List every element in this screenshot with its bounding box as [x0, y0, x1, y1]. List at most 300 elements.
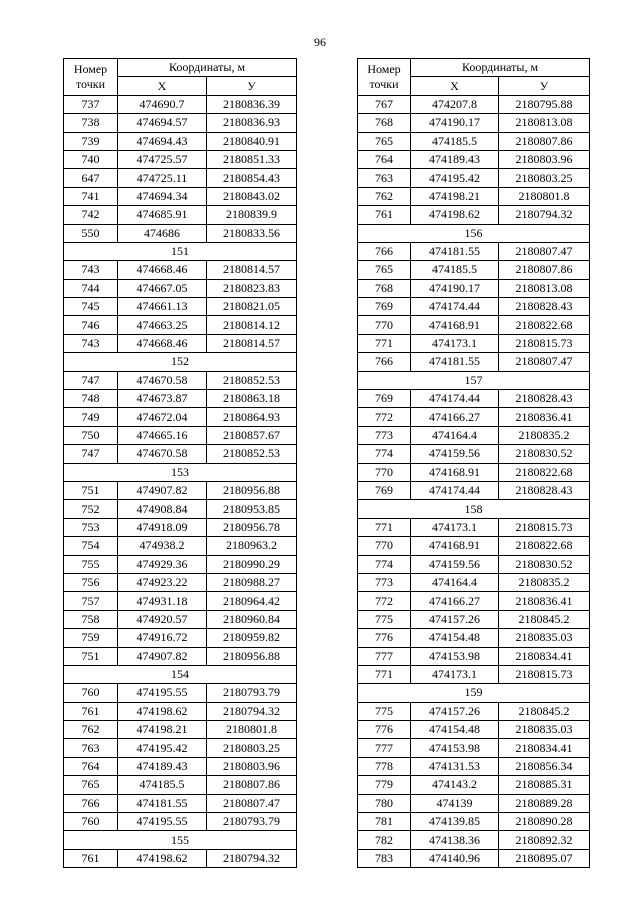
y-coordinate-cell: 2180953.85 [207, 500, 297, 518]
table-row [358, 206, 590, 224]
section-number: 151 [64, 242, 297, 260]
section-number: 159 [358, 684, 590, 702]
y-coordinate-cell: 2180833.56 [207, 224, 297, 242]
point-number-cell: 772 [358, 592, 411, 610]
y-coordinate-cell: 2180889.28 [499, 794, 590, 812]
table-row [64, 739, 297, 757]
x-coordinate-cell: 474185.5 [411, 261, 499, 279]
table-row [64, 114, 297, 132]
x-coordinate-cell: 474198.21 [118, 721, 207, 739]
point-number-cell: 763 [64, 739, 118, 757]
y-coordinate-cell: 2180895.07 [499, 849, 590, 867]
section-row [358, 500, 590, 518]
y-coordinate-cell: 2180807.86 [207, 776, 297, 794]
y-coordinate-cell: 2180836.41 [499, 592, 590, 610]
x-coordinate-cell: 474181.55 [118, 794, 207, 812]
table-row [358, 573, 590, 591]
table-row [358, 334, 590, 352]
table-row [358, 463, 590, 481]
x-coordinate-cell: 474920.57 [118, 610, 207, 628]
x-coordinate-cell: 474166.27 [411, 408, 499, 426]
point-number-cell: 775 [358, 702, 411, 720]
point-number-cell: 756 [64, 573, 118, 591]
y-coordinate-cell: 2180822.68 [499, 463, 590, 481]
y-coordinate-cell: 2180807.47 [499, 242, 590, 260]
table-row [358, 592, 590, 610]
y-coordinate-cell: 2180813.08 [499, 114, 590, 132]
point-number-cell: 758 [64, 610, 118, 628]
y-coordinate-cell: 2180835.2 [499, 426, 590, 444]
y-coordinate-cell: 2180845.2 [499, 702, 590, 720]
y-coordinate-cell: 2180835.2 [499, 573, 590, 591]
x-coordinate-cell: 474195.42 [411, 169, 499, 187]
y-coordinate-cell: 2180956.88 [207, 647, 297, 665]
y-coordinate-cell: 2180830.52 [499, 555, 590, 573]
point-number-cell: 773 [358, 573, 411, 591]
y-coordinate-cell: 2180834.41 [499, 739, 590, 757]
point-number-cell: 766 [358, 242, 411, 260]
table-row [64, 684, 297, 702]
table-row [358, 813, 590, 831]
y-coordinate-cell: 2180828.43 [499, 298, 590, 316]
table-row [358, 242, 590, 260]
y-coordinate-cell: 2180793.79 [207, 684, 297, 702]
table-row [358, 426, 590, 444]
table-row [64, 573, 297, 591]
table-row [358, 261, 590, 279]
y-coordinate-cell: 2180852.53 [207, 371, 297, 389]
x-coordinate-cell: 474663.25 [118, 316, 207, 334]
x-coordinate-cell: 474198.21 [411, 187, 499, 205]
table-row [64, 610, 297, 628]
x-coordinate-cell: 474668.46 [118, 334, 207, 352]
x-coordinate-cell: 474207.8 [411, 95, 499, 113]
table-row [358, 739, 590, 757]
table-row [358, 95, 590, 113]
point-number-cell: 759 [64, 629, 118, 647]
table-row [64, 132, 297, 150]
y-coordinate-cell: 2180830.52 [499, 445, 590, 463]
point-number-cell: 771 [358, 518, 411, 536]
y-coordinate-cell: 2180843.02 [207, 187, 297, 205]
x-coordinate-cell: 474157.26 [411, 702, 499, 720]
y-coordinate-cell: 2180963.2 [207, 537, 297, 555]
point-number-cell: 761 [358, 206, 411, 224]
y-coordinate-cell: 2180794.32 [207, 849, 297, 867]
coordinates-table-left [63, 58, 297, 868]
point-number-cell: 760 [64, 813, 118, 831]
table-row [358, 114, 590, 132]
point-number-cell: 743 [64, 334, 118, 352]
point-number-cell: 780 [358, 794, 411, 812]
x-coordinate-cell: 474670.58 [118, 445, 207, 463]
x-coordinate-cell: 474185.5 [118, 776, 207, 794]
x-coordinate-cell: 474665.16 [118, 426, 207, 444]
y-coordinate-cell: 2180814.57 [207, 334, 297, 352]
table-row [358, 279, 590, 297]
point-number-cell: 772 [358, 408, 411, 426]
x-coordinate-cell: 474164.4 [411, 426, 499, 444]
y-coordinate-cell: 2180815.73 [499, 665, 590, 683]
table-row [64, 169, 297, 187]
y-coordinate-cell: 2180840.91 [207, 132, 297, 150]
table-row [358, 518, 590, 536]
y-coordinate-cell: 2180801.8 [499, 187, 590, 205]
point-number-cell: 764 [358, 150, 411, 168]
x-coordinate-cell: 474190.17 [411, 114, 499, 132]
point-number-cell: 774 [358, 445, 411, 463]
point-number-cell: 781 [358, 813, 411, 831]
table-row [64, 298, 297, 316]
x-coordinate-cell: 474198.62 [118, 849, 207, 867]
y-coordinate-cell: 2180851.33 [207, 150, 297, 168]
table-row [64, 206, 297, 224]
x-coordinate-cell: 474153.98 [411, 739, 499, 757]
section-number: 153 [64, 463, 297, 481]
table-row [64, 592, 297, 610]
y-coordinate-cell: 2180959.82 [207, 629, 297, 647]
table-row [64, 776, 297, 794]
y-coordinate-cell: 2180822.68 [499, 316, 590, 334]
section-row [64, 665, 297, 683]
table-row [358, 757, 590, 775]
y-coordinate-cell: 2180852.53 [207, 445, 297, 463]
point-number-cell: 762 [358, 187, 411, 205]
point-number-cell: 770 [358, 537, 411, 555]
point-number-cell: 765 [64, 776, 118, 794]
x-coordinate-cell: 474668.46 [118, 261, 207, 279]
table-row [64, 426, 297, 444]
section-row [64, 463, 297, 481]
x-coordinate-cell: 474157.26 [411, 610, 499, 628]
point-number-cell: 782 [358, 831, 411, 849]
x-coordinate-cell: 474685.91 [118, 206, 207, 224]
point-number-cell: 747 [64, 371, 118, 389]
table-row [358, 647, 590, 665]
x-coordinate-cell: 474686 [118, 224, 207, 242]
point-number-cell: 771 [358, 665, 411, 683]
x-coordinate-cell: 474667.05 [118, 279, 207, 297]
y-coordinate-cell: 2180795.88 [499, 95, 590, 113]
coordinates-table-right [357, 58, 590, 868]
point-number-cell: 755 [64, 555, 118, 573]
y-coordinate-cell: 2180856.34 [499, 757, 590, 775]
table-row [358, 169, 590, 187]
point-number-cell: 751 [64, 647, 118, 665]
y-coordinate-cell: 2180807.86 [499, 132, 590, 150]
x-coordinate-cell: 474907.82 [118, 647, 207, 665]
y-coordinate-cell: 2180885.31 [499, 776, 590, 794]
point-number-cell: 753 [64, 518, 118, 536]
table-row [358, 445, 590, 463]
table-row [64, 500, 297, 518]
table-row [64, 537, 297, 555]
x-header: X [411, 77, 499, 95]
x-coordinate-cell: 474672.04 [118, 408, 207, 426]
table-row [64, 316, 297, 334]
y-header: У [207, 77, 297, 95]
point-label-line2: точки [75, 76, 106, 91]
x-coordinate-cell: 474168.91 [411, 463, 499, 481]
table-row [64, 187, 297, 205]
x-coordinate-cell: 474673.87 [118, 390, 207, 408]
page-number: 96 [314, 35, 326, 49]
y-coordinate-cell: 2180814.57 [207, 261, 297, 279]
x-coordinate-cell: 474694.34 [118, 187, 207, 205]
y-coordinate-cell: 2180828.43 [499, 390, 590, 408]
point-number-cell: 770 [358, 316, 411, 334]
table-row [358, 610, 590, 628]
y-coordinate-cell: 2180890.28 [499, 813, 590, 831]
y-coordinate-cell: 2180960.84 [207, 610, 297, 628]
x-coordinate-cell: 474931.18 [118, 592, 207, 610]
table-row [64, 390, 297, 408]
section-row [64, 353, 297, 371]
table-row [64, 481, 297, 499]
table-row [358, 721, 590, 739]
x-coordinate-cell: 474140.96 [411, 849, 499, 867]
x-coordinate-cell: 474168.91 [411, 537, 499, 555]
x-coordinate-cell: 474198.62 [118, 702, 207, 720]
table-row [64, 445, 297, 463]
x-coordinate-cell: 474174.44 [411, 390, 499, 408]
y-header: У [499, 77, 590, 95]
x-coordinate-cell: 474181.55 [411, 353, 499, 371]
section-row [358, 224, 590, 242]
x-coordinate-cell: 474139.85 [411, 813, 499, 831]
x-coordinate-cell: 474195.42 [118, 739, 207, 757]
x-coordinate-cell: 474670.58 [118, 371, 207, 389]
x-coordinate-cell: 474168.91 [411, 316, 499, 334]
section-row [358, 684, 590, 702]
x-coordinate-cell: 474154.48 [411, 629, 499, 647]
table-row [64, 261, 297, 279]
point-number-cell: 778 [358, 757, 411, 775]
x-coordinate-cell: 474725.57 [118, 150, 207, 168]
y-coordinate-cell: 2180803.25 [207, 739, 297, 757]
x-coordinate-cell: 474173.1 [411, 518, 499, 536]
x-coordinate-cell: 474159.56 [411, 445, 499, 463]
table-row [358, 481, 590, 499]
table-row [358, 298, 590, 316]
point-number-cell: 739 [64, 132, 118, 150]
table-row [358, 408, 590, 426]
x-coordinate-cell: 474923.22 [118, 573, 207, 591]
point-number-cell: 768 [358, 279, 411, 297]
table-row [64, 334, 297, 352]
y-coordinate-cell: 2180807.86 [499, 261, 590, 279]
table-row [358, 794, 590, 812]
point-number-cell: 777 [358, 647, 411, 665]
y-coordinate-cell: 2180956.78 [207, 518, 297, 536]
table-row [358, 150, 590, 168]
x-coordinate-cell: 474154.48 [411, 721, 499, 739]
x-coordinate-cell: 474189.43 [118, 757, 207, 775]
table-row [64, 629, 297, 647]
table-row [358, 390, 590, 408]
y-coordinate-cell: 2180807.47 [499, 353, 590, 371]
point-number-cell: 741 [64, 187, 118, 205]
x-coordinate-cell: 474143.2 [411, 776, 499, 794]
y-coordinate-cell: 2180815.73 [499, 518, 590, 536]
table-row [64, 849, 297, 867]
y-coordinate-cell: 2180964.42 [207, 592, 297, 610]
table-row [64, 371, 297, 389]
x-coordinate-cell: 474164.4 [411, 573, 499, 591]
y-coordinate-cell: 2180814.12 [207, 316, 297, 334]
y-coordinate-cell: 2180801.8 [207, 721, 297, 739]
table-row [358, 537, 590, 555]
table-row [358, 849, 590, 867]
point-number-cell: 767 [358, 95, 411, 113]
table-row [64, 757, 297, 775]
point-number-cell: 776 [358, 721, 411, 739]
x-coordinate-cell: 474166.27 [411, 592, 499, 610]
y-coordinate-cell: 2180803.96 [207, 757, 297, 775]
point-number-cell: 775 [358, 610, 411, 628]
x-coordinate-cell: 474173.1 [411, 334, 499, 352]
y-coordinate-cell: 2180835.03 [499, 629, 590, 647]
point-number-cell: 738 [64, 114, 118, 132]
x-coordinate-cell: 474690.7 [118, 95, 207, 113]
point-label-line1: Номер [367, 61, 401, 76]
x-coordinate-cell: 474190.17 [411, 279, 499, 297]
point-number-header [64, 59, 118, 96]
table-row [64, 702, 297, 720]
table-row [358, 629, 590, 647]
point-number-cell: 745 [64, 298, 118, 316]
y-coordinate-cell: 2180857.67 [207, 426, 297, 444]
table-row [64, 518, 297, 536]
y-coordinate-cell: 2180854.43 [207, 169, 297, 187]
table-row [64, 224, 297, 242]
x-coordinate-cell: 474174.44 [411, 298, 499, 316]
point-number-cell: 747 [64, 445, 118, 463]
table-row [358, 555, 590, 573]
point-number-cell: 774 [358, 555, 411, 573]
point-number-cell: 773 [358, 426, 411, 444]
section-number: 158 [358, 500, 590, 518]
x-coordinate-cell: 474694.43 [118, 132, 207, 150]
point-number-cell: 765 [358, 261, 411, 279]
table-row [358, 353, 590, 371]
point-number-cell: 762 [64, 721, 118, 739]
point-number-cell: 768 [358, 114, 411, 132]
x-coordinate-cell: 474929.36 [118, 555, 207, 573]
y-coordinate-cell: 2180836.41 [499, 408, 590, 426]
y-coordinate-cell: 2180836.93 [207, 114, 297, 132]
x-coordinate-cell: 474195.55 [118, 813, 207, 831]
coordinates-header: Координаты, м [118, 59, 297, 77]
point-number-cell: 766 [64, 794, 118, 812]
point-number-cell: 783 [358, 849, 411, 867]
y-coordinate-cell: 2180956.88 [207, 481, 297, 499]
point-number-cell: 740 [64, 150, 118, 168]
y-coordinate-cell: 2180863.18 [207, 390, 297, 408]
y-coordinate-cell: 2180821.05 [207, 298, 297, 316]
point-number-cell: 760 [64, 684, 118, 702]
x-coordinate-cell: 474174.44 [411, 481, 499, 499]
y-coordinate-cell: 2180823.83 [207, 279, 297, 297]
x-coordinate-cell: 474189.43 [411, 150, 499, 168]
point-number-cell: 750 [64, 426, 118, 444]
point-number-cell: 770 [358, 463, 411, 481]
table-row [64, 813, 297, 831]
y-coordinate-cell: 2180803.96 [499, 150, 590, 168]
x-coordinate-cell: 474195.55 [118, 684, 207, 702]
table-row [64, 150, 297, 168]
point-number-cell: 737 [64, 95, 118, 113]
point-number-cell: 769 [358, 390, 411, 408]
table-row [64, 647, 297, 665]
table-row [64, 721, 297, 739]
x-coordinate-cell: 474907.82 [118, 481, 207, 499]
y-coordinate-cell: 2180892.32 [499, 831, 590, 849]
point-number-cell: 764 [64, 757, 118, 775]
table-row [64, 95, 297, 113]
y-coordinate-cell: 2180813.08 [499, 279, 590, 297]
y-coordinate-cell: 2180990.29 [207, 555, 297, 573]
table-row [64, 555, 297, 573]
y-coordinate-cell: 2180794.32 [207, 702, 297, 720]
point-label-line2: точки [369, 76, 399, 91]
section-number: 156 [358, 224, 590, 242]
point-number-cell: 761 [64, 849, 118, 867]
point-number-cell: 779 [358, 776, 411, 794]
y-coordinate-cell: 2180834.41 [499, 647, 590, 665]
y-coordinate-cell: 2180835.03 [499, 721, 590, 739]
table-row [64, 794, 297, 812]
table-row [64, 408, 297, 426]
y-coordinate-cell: 2180807.47 [207, 794, 297, 812]
table-row [358, 702, 590, 720]
x-coordinate-cell: 474694.57 [118, 114, 207, 132]
y-coordinate-cell: 2180839.9 [207, 206, 297, 224]
y-coordinate-cell: 2180864.93 [207, 408, 297, 426]
section-number: 154 [64, 665, 297, 683]
section-number: 152 [64, 353, 297, 371]
y-coordinate-cell: 2180794.32 [499, 206, 590, 224]
y-coordinate-cell: 2180828.43 [499, 481, 590, 499]
point-number-cell: 751 [64, 481, 118, 499]
point-number-cell: 550 [64, 224, 118, 242]
point-number-cell: 765 [358, 132, 411, 150]
point-number-header [358, 59, 411, 96]
point-number-cell: 743 [64, 261, 118, 279]
y-coordinate-cell: 2180845.2 [499, 610, 590, 628]
x-header: X [118, 77, 207, 95]
table-row [358, 776, 590, 794]
point-number-cell: 748 [64, 390, 118, 408]
point-number-cell: 771 [358, 334, 411, 352]
x-coordinate-cell: 474139 [411, 794, 499, 812]
y-coordinate-cell: 2180836.39 [207, 95, 297, 113]
point-number-cell: 742 [64, 206, 118, 224]
table-row [64, 279, 297, 297]
x-coordinate-cell: 474131.53 [411, 757, 499, 775]
point-label-line1: Номер [73, 61, 108, 76]
x-coordinate-cell: 474173.1 [411, 665, 499, 683]
x-coordinate-cell: 474661.13 [118, 298, 207, 316]
x-coordinate-cell: 474916.72 [118, 629, 207, 647]
table-row [358, 831, 590, 849]
point-number-cell: 757 [64, 592, 118, 610]
x-coordinate-cell: 474181.55 [411, 242, 499, 260]
section-number: 155 [64, 831, 297, 849]
point-number-cell: 769 [358, 481, 411, 499]
point-number-cell: 761 [64, 702, 118, 720]
x-coordinate-cell: 474198.62 [411, 206, 499, 224]
